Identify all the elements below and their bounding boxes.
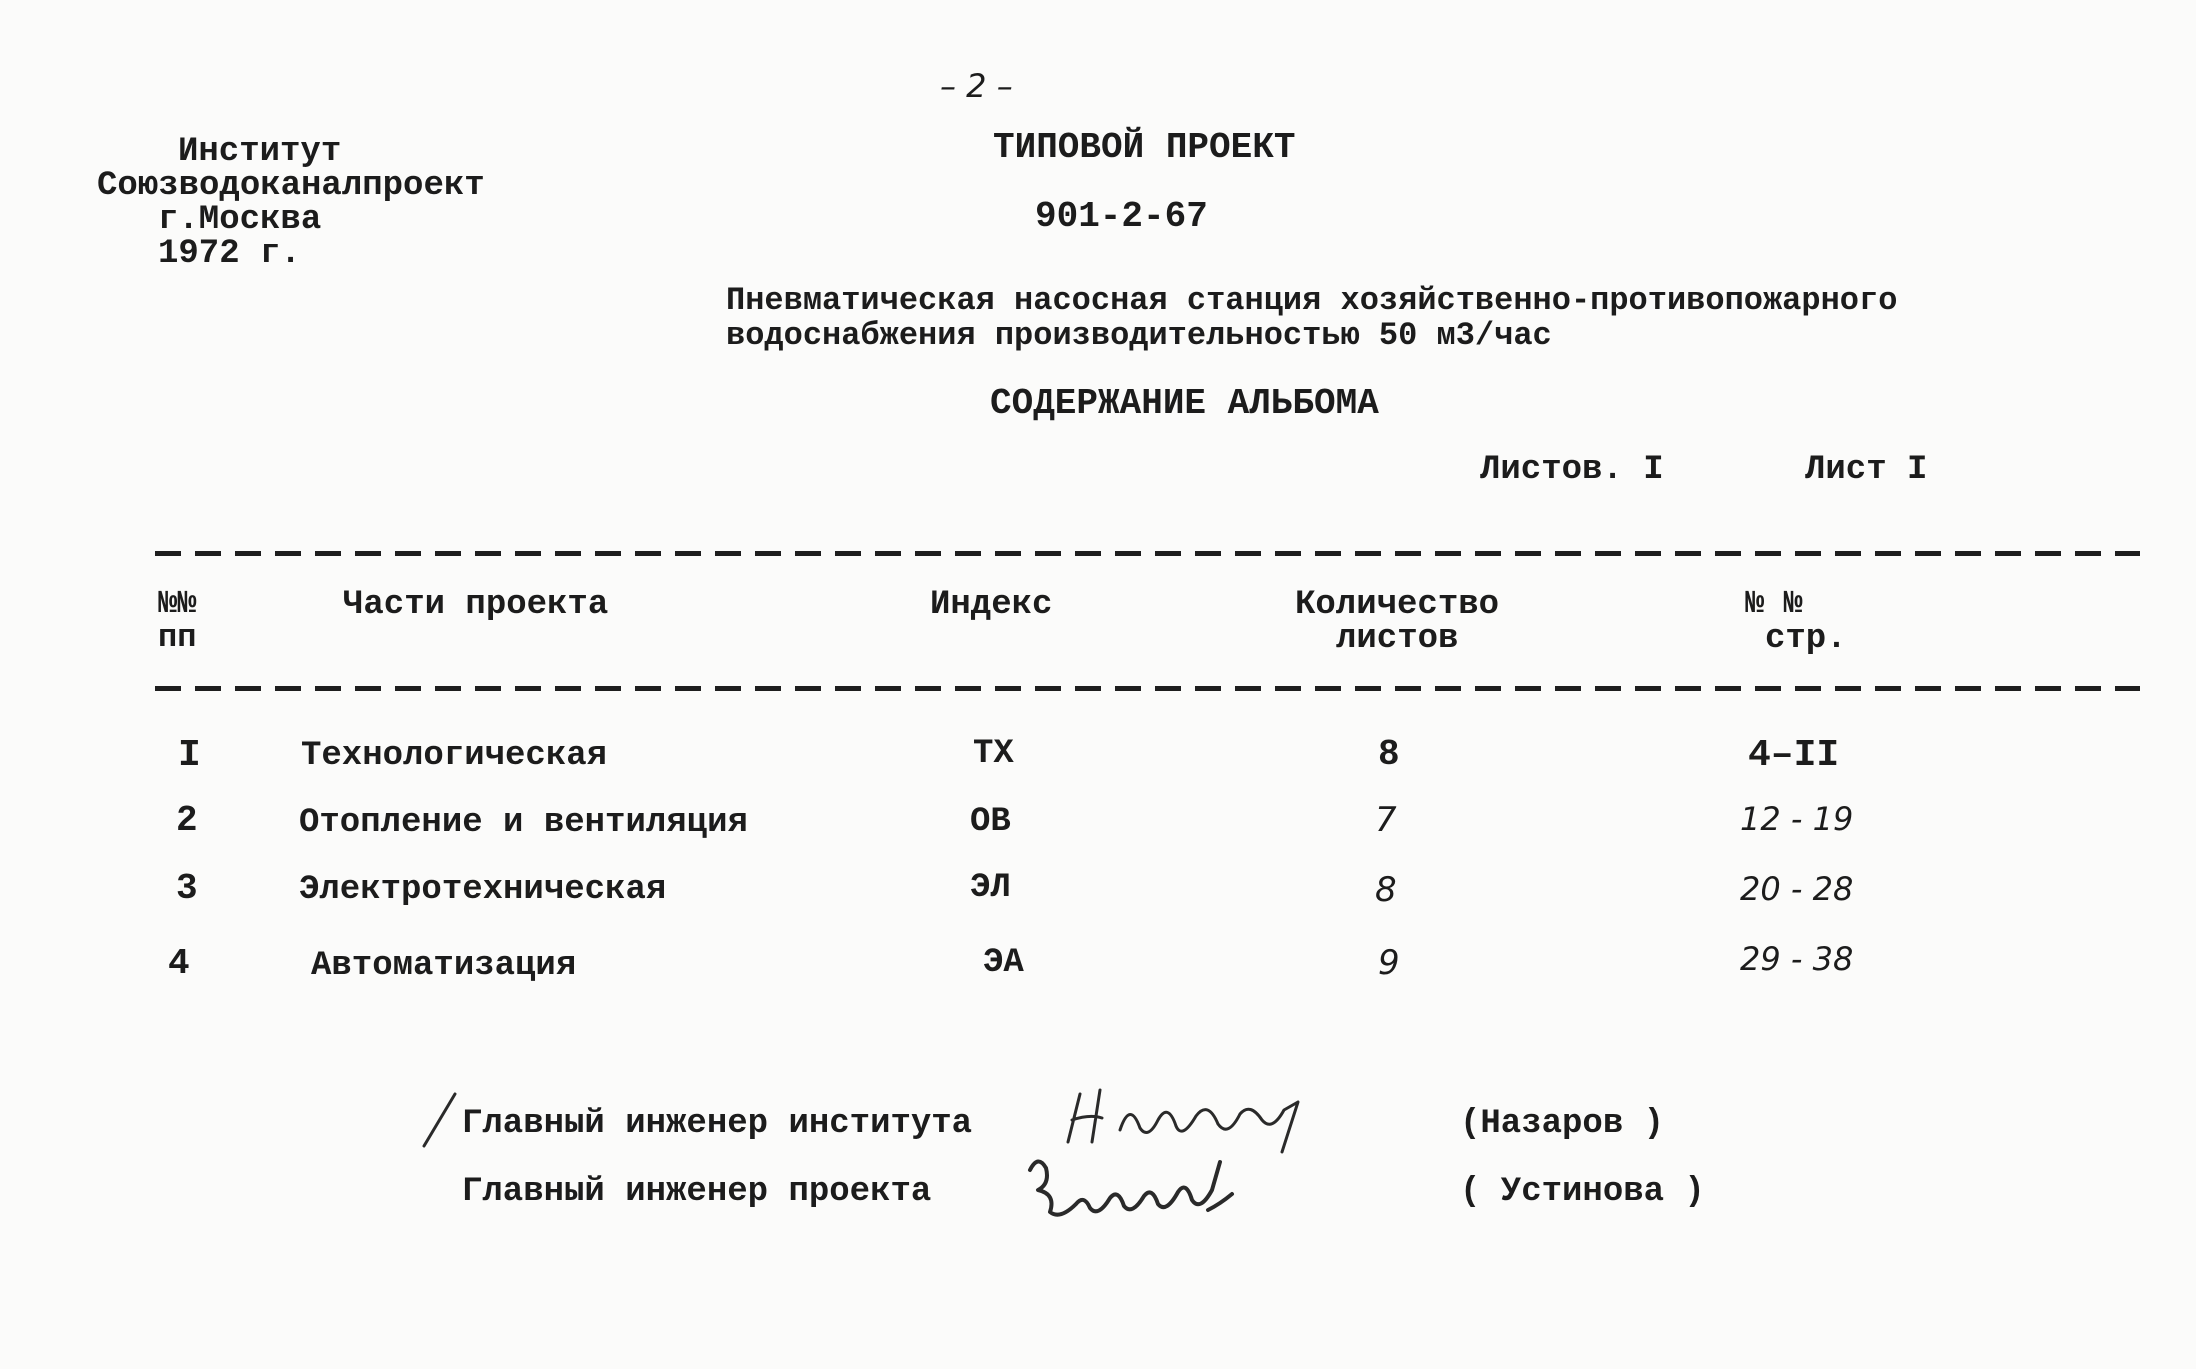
table-row-2-pages: 12 - 19	[1740, 800, 1854, 838]
table-row-2-count: 7	[1375, 800, 1397, 840]
header-index: Индекс	[930, 586, 1053, 624]
signature-role-1: Главный инженер института	[462, 1105, 973, 1143]
institute-year: 1972 г.	[158, 235, 301, 273]
table-row-1-pages: 4–II	[1748, 734, 1840, 777]
header-pages-line2: стр.	[1765, 620, 1847, 658]
project-description-line2: водоснабжения производительностью 50 м3/час	[726, 317, 1552, 354]
project-description-line1: Пневматическая насосная станция хозяйственно-противопожарного	[726, 282, 1898, 319]
signature-2-handwriting	[1020, 1150, 1260, 1230]
header-num-line1: №№	[158, 585, 197, 622]
institute-city: г.Москва	[158, 201, 322, 239]
table-top-rule	[155, 551, 2140, 556]
project-number: 901-2-67	[1035, 196, 1208, 237]
table-row-3-pages: 20 - 28	[1740, 870, 1854, 908]
table-row-1-count: 8	[1378, 734, 1400, 775]
institute-label: Институт	[178, 133, 342, 171]
table-row-3-count: 8	[1375, 870, 1397, 910]
project-type-label: ТИПОВОЙ ПРОЕКТ	[993, 127, 1296, 168]
table-row-1-index: ТХ	[973, 735, 1014, 773]
sheet-number: Лист I	[1805, 451, 1928, 489]
signature-1-handwriting	[1050, 1080, 1340, 1160]
table-row-4-index: ЭА	[983, 944, 1024, 982]
institute-name: Союзводоканалпроект	[97, 167, 485, 205]
table-row-4-pages: 29 - 38	[1740, 940, 1854, 978]
header-part: Части проекта	[343, 586, 609, 624]
table-row-3-num: 3	[176, 868, 198, 909]
table-row-4-part: Автоматизация	[311, 947, 577, 985]
table-row-1-part: Технологическая	[301, 737, 608, 775]
header-count-line2: листов	[1336, 620, 1459, 658]
table-row-4-count: 9	[1378, 943, 1400, 983]
header-num-line2: пп	[158, 619, 197, 656]
table-row-4-num: 4	[168, 943, 190, 984]
signature-name-2: ( Устинова )	[1460, 1173, 1705, 1211]
table-row-2-part: Отопление и вентиляция	[299, 804, 748, 842]
header-count-line1: Количество	[1295, 586, 1500, 624]
signature-role-2: Главный инженер проекта	[462, 1173, 932, 1211]
table-row-3-index: ЭЛ	[970, 869, 1011, 907]
slash-mark	[420, 1090, 460, 1150]
header-pages-line1: № №	[1745, 585, 1803, 622]
table-row-3-part: Электротехническая	[299, 871, 667, 909]
table-row-2-num: 2	[176, 800, 198, 841]
table-row-1-num: I	[178, 734, 201, 777]
page-number: – 2 –	[940, 67, 1013, 105]
table-row-2-index: ОВ	[970, 803, 1011, 841]
table-header-rule	[155, 686, 2140, 691]
album-title: СОДЕРЖАНИЕ АЛЬБОМА	[990, 383, 1379, 424]
signature-name-1: (Назаров )	[1460, 1105, 1665, 1143]
sheets-count: Листов. I	[1480, 451, 1664, 489]
